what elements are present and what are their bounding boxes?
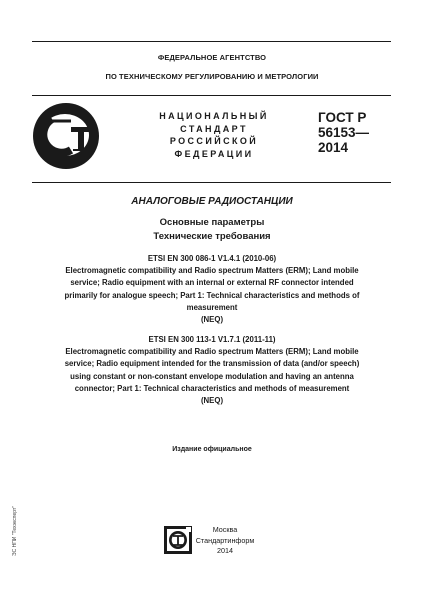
national-standard-line-4: ФЕДЕРАЦИИ xyxy=(174,148,254,159)
document-subtitle-2: Технические требования xyxy=(153,231,271,242)
reference-line: primarily for analogue speech; Part 1: Technical characteristics and methods of xyxy=(64,290,360,300)
reference-tag: (NEQ) xyxy=(200,396,224,406)
gost-prefix: ГОСТ Р xyxy=(318,110,367,125)
publisher-name: Стандартинформ xyxy=(195,535,255,545)
national-standard-line-2: СТАНДАРТ xyxy=(180,123,248,134)
reference-line: service; Radio equipment with an internal or external RF connector intended xyxy=(70,278,354,288)
document-title: АНАЛОГОВЫЕ РАДИОСТАНЦИИ xyxy=(131,196,293,207)
agency-name-line1: ФЕДЕРАЛЬНОЕ АГЕНТСТВО xyxy=(157,53,267,62)
reference-code: ETSI EN 300 086-1 V1.4.1 (2010-06) xyxy=(147,254,277,263)
publisher-city: Москва xyxy=(212,525,238,534)
national-standard-label xyxy=(148,110,280,160)
document-subtitle-1: Основные параметры xyxy=(159,217,265,228)
national-standard-line-1: НАЦИОНАЛЬНЫЙ xyxy=(159,111,269,121)
reference-block-1 xyxy=(30,253,394,326)
top-rule xyxy=(32,41,391,42)
header-rule xyxy=(32,95,391,96)
gost-year: 2014 xyxy=(318,140,349,155)
national-standard-line-3: РОССИЙСКОЙ xyxy=(169,136,259,146)
agency-name-line2: ПО ТЕХНИЧЕСКОМУ РЕГУЛИРОВАНИЮ И МЕТРОЛОГИИ xyxy=(105,72,319,81)
reference-line: measurement xyxy=(186,302,238,312)
banner-rule xyxy=(32,182,391,183)
reference-block-2 xyxy=(30,334,394,407)
reference-line: connector; Part 1: Technical characteristics and methods of measurement xyxy=(74,383,350,393)
rst-emblem-icon xyxy=(32,102,100,170)
publisher-info xyxy=(185,525,265,557)
reference-code: ETSI EN 300 113-1 V1.7.1 (2011-11) xyxy=(148,335,276,344)
reference-line: Electromagnetic compatibility and Radio spectrum Matters (ERM); Land mobile xyxy=(65,266,359,276)
side-stamp: ЭС НПИ "Техэксперт" xyxy=(12,505,18,556)
reference-line: service; Radio equipment intended for the transmission of data (and/or speech) xyxy=(64,359,360,369)
reference-line: Electromagnetic compatibility and Radio spectrum Matters (ERM); Land mobile xyxy=(65,347,359,357)
reference-tag: (NEQ) xyxy=(200,315,224,325)
reference-line: using constant or non-constant envelope modulation and having an antenna xyxy=(70,371,354,381)
gost-number-main: 56153— xyxy=(318,125,370,140)
gost-number xyxy=(318,110,369,155)
publication-year: 2014 xyxy=(217,546,233,555)
edition-note: Издание официальное xyxy=(172,446,252,453)
